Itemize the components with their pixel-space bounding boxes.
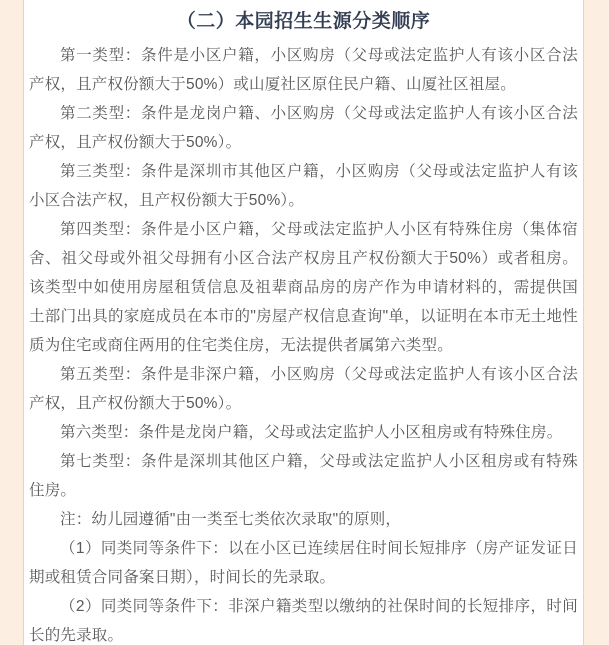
document-title: （二）本园招生生源分类顺序 xyxy=(176,11,431,32)
paragraph-type-3: 第三类型：条件是深圳市其他区户籍，小区购房（父母或法定监护人有该小区合法产权，且产权份额大于50%）。 xyxy=(29,163,578,209)
paragraph-type-2: 第二类型：条件是龙岗户籍、小区购房（父母或法定监护人有该小区合法产权，且产权份额大于50%）。 xyxy=(29,105,578,151)
paragraph-type-7: 第七类型：条件是深圳其他区户籍，父母或法定监护人小区租房或有特殊住房。 xyxy=(29,453,578,499)
paragraph-type-1: 第一类型：条件是小区户籍，小区购房（父母或法定监护人有该小区合法产权，且产权份额大于50%）或山厦社区原住民户籍、山厦社区祖屋。 xyxy=(29,47,578,93)
paragraph-type-5: 第五类型：条件是非深户籍，小区购房（父母或法定监护人有该小区合法产权，且产权份额大于50%）。 xyxy=(29,366,578,412)
paragraph-type-6: 第六类型：条件是龙岗户籍，父母或法定监护人小区租房或有特殊住房。 xyxy=(60,424,563,441)
note-item-1: （1）同类同等条件下：以在小区已连续居住时间长短排序（房产证发证日期或租赁合同备案日期），时间长的先录取。 xyxy=(29,540,578,586)
note-item-2: （2）同类同等条件下：非深户籍类型以缴纳的社保时间的长短排序，时间长的先录取。 xyxy=(29,598,578,644)
document-card xyxy=(23,0,584,645)
paragraph-type-4: 第四类型：条件是小区户籍，父母或法定监护人小区有特殊住房（集体宿舍、祖父母或外祖父母拥有小区合法产权房且产权份额大于50%）或者租房。该类型中如使用房屋租赁信息及祖辈商品房的房产作为申请材料的，需提供国土部门出具的家庭成员在本市的"房屋产权信息查询"单，以证明在本市无土地性质为住宅或商住两用的住宅类住房，无法提供者属第六类型。 xyxy=(29,221,578,354)
note-paragraph: 注：幼儿园遵循"由一类至七类依次录取"的原则， xyxy=(60,511,402,528)
